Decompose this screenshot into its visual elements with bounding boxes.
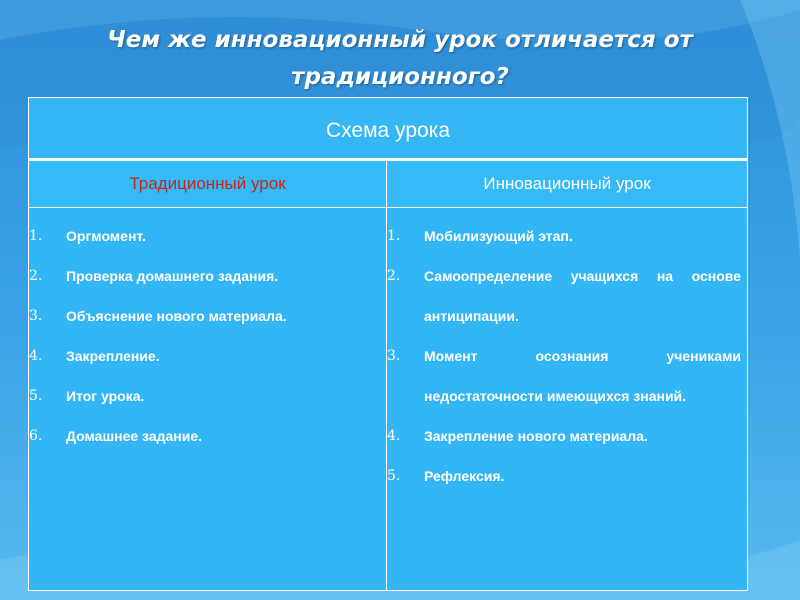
lesson-scheme-table: [28, 97, 748, 591]
traditional-steps-cell: [29, 208, 387, 591]
list-item-text: Закрепление.: [66, 348, 160, 364]
list-number: 4.: [29, 348, 43, 364]
list-item-text: Итог урока.: [66, 388, 145, 404]
list-item: [387, 256, 741, 336]
list-item: [29, 336, 380, 376]
traditional-column-heading: Традиционный урок: [29, 160, 387, 208]
list-item-text: Домашнее задание.: [66, 428, 203, 444]
list-number: 2.: [387, 268, 401, 284]
list-item-text: Самоопределение учащихся на основе антиципации.: [424, 268, 742, 324]
innovative-steps-cell: [387, 208, 748, 591]
slide-title: Чем же инновационный урок отличается от традиционного?: [107, 27, 693, 90]
list-item: [387, 216, 741, 256]
list-item-text: Объяснение нового материала.: [66, 308, 287, 324]
list-number: 4.: [387, 428, 401, 444]
list-item: [29, 296, 380, 336]
list-number: 1.: [29, 228, 43, 244]
list-item: [29, 376, 380, 416]
list-number: 5.: [29, 388, 43, 404]
list-number: 3.: [29, 308, 43, 324]
list-number: 1.: [387, 228, 401, 244]
innovative-steps-list: [387, 216, 747, 496]
list-item-text: Закрепление нового материала.: [424, 428, 648, 444]
list-item-text: Момент осознания учениками недостаточности имеющихся знаний.: [424, 348, 742, 404]
table-header-label: Схема урока: [326, 119, 451, 142]
list-item: [387, 336, 741, 416]
list-number: 5.: [387, 468, 401, 484]
list-item-text: Проверка домашнего задания.: [66, 268, 279, 284]
traditional-steps-list: [29, 216, 386, 456]
list-item: [29, 416, 380, 456]
list-number: 6.: [29, 428, 43, 444]
list-number: 3.: [387, 348, 401, 364]
list-item: [29, 216, 380, 256]
list-item-text: Мобилизующий этап.: [424, 228, 573, 244]
list-item: [387, 456, 741, 496]
list-number: 2.: [29, 268, 43, 284]
list-item-text: Рефлексия.: [424, 468, 505, 484]
list-item: [29, 256, 380, 296]
innovative-column-heading: Инновационный урок: [387, 160, 748, 208]
table-header: [29, 98, 748, 160]
list-item: [387, 416, 741, 456]
list-item-text: Оргмомент.: [66, 228, 146, 244]
